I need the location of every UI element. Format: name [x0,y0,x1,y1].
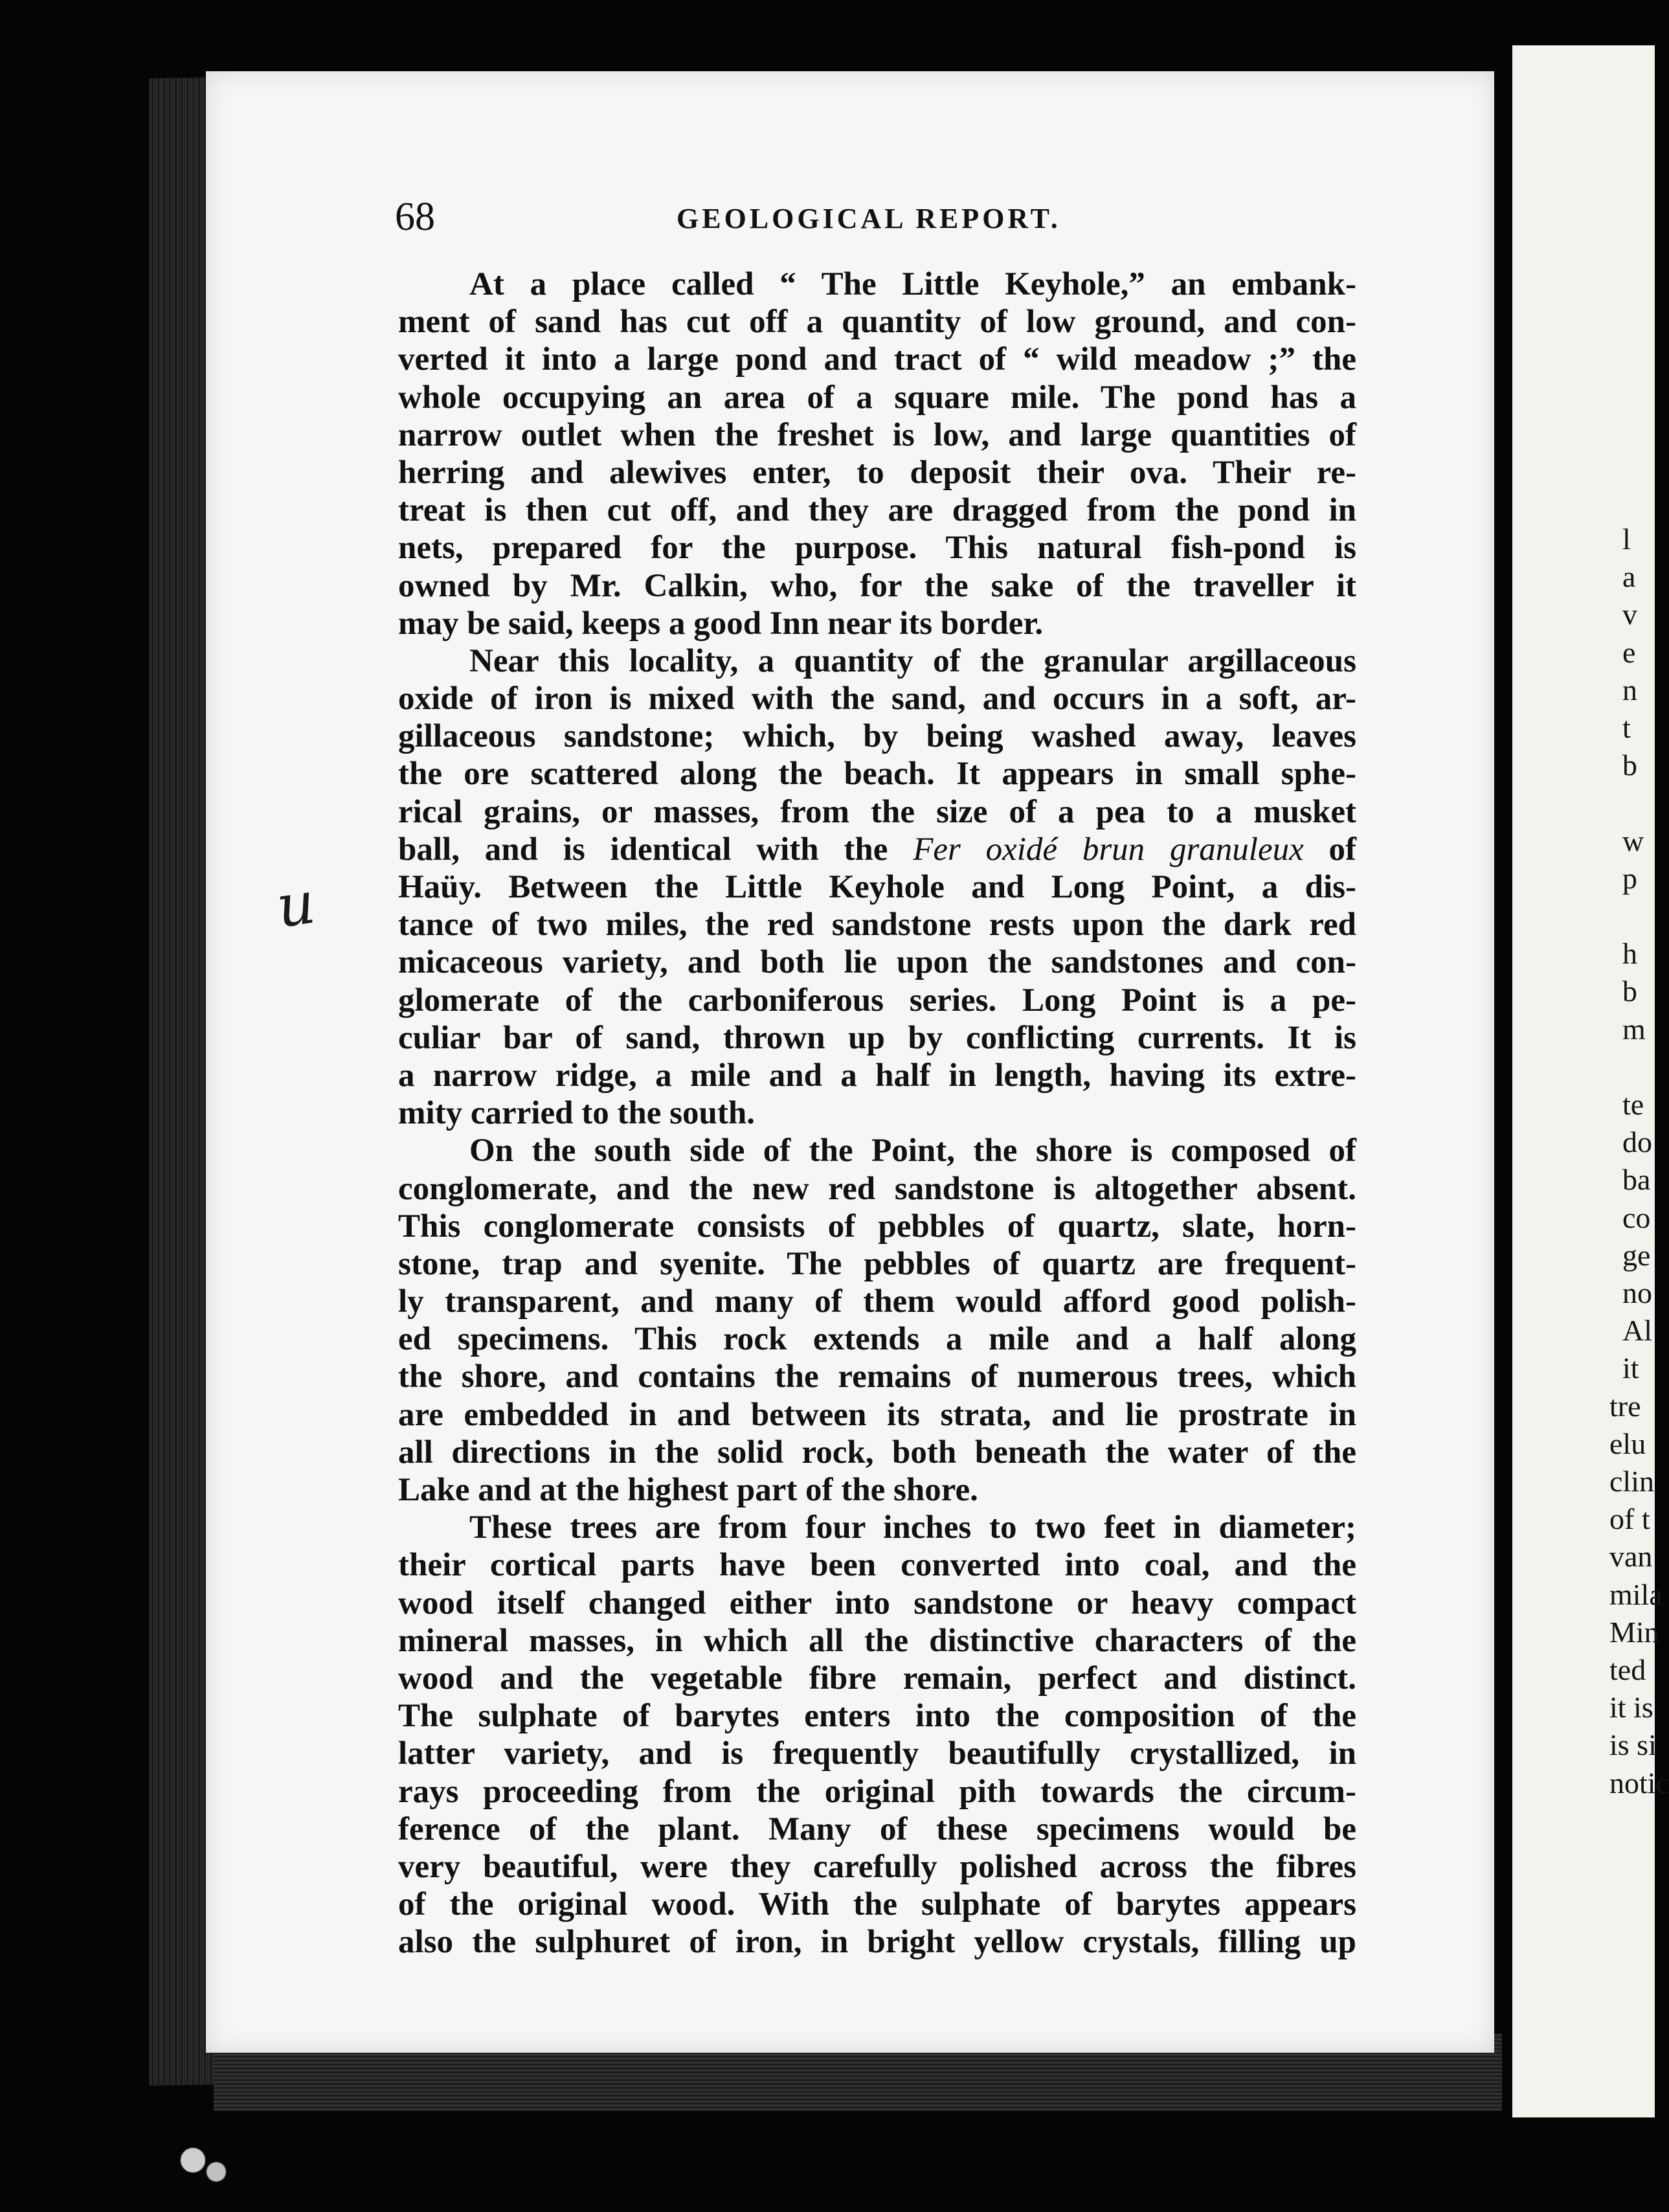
text-line: mity carried to the south. [398,1095,755,1132]
text-line: This conglomerate consists of pebbles of quartz, slate, horn- [398,1208,1356,1245]
text-line: verted it into a large pond and tract of “ wild meadow ;” the [398,341,1356,378]
text-line: Lake and at the highest part of the shore. [398,1472,978,1508]
text-line: Near this locality, a quantity of the granular argillaceous [469,642,1356,679]
text-line: These trees are from four inches to two feet in diameter; [469,1509,1356,1546]
text-run: ball, and is identical with the [398,831,888,868]
text-line: At a place called “ The Little Keyhole,” an embank- [469,266,1356,302]
text-line: treat is then cut off, and they are dragged from the pond in [398,492,1356,529]
facing-page-fragment: mila [1609,1577,1663,1611]
facing-page-fragment: b [1622,749,1637,782]
facing-page-fragment: ted [1609,1653,1646,1686]
text-line: ment of sand has cut off a quantity of low ground, and con- [398,304,1356,341]
facing-page-fragment: of t [1609,1502,1650,1536]
facing-page-fragment: e [1622,635,1636,669]
text-line: Haüy. Between the Little Keyhole and Long Point, a dis- [398,869,1356,905]
text-line: their cortical parts have been converted into coal, and the [398,1547,1356,1584]
text-line: all directions in the solid rock, both beneath the water of the [398,1434,1356,1471]
facing-page-fragment: co [1622,1201,1651,1234]
text-line: nets, prepared for the purpose. This natural fish-pond is [398,530,1356,567]
text-line: very beautiful, were they carefully polished across the fibres [398,1848,1356,1885]
text-line: are embedded in and between its strata, and lie prostrate in [398,1396,1356,1433]
text-line: ed specimens. This rock extends a mile and a half along [398,1321,1356,1358]
facing-page-fragment: te [1622,1088,1644,1121]
text-line: tance of two miles, the red sandstone rests upon the dark red [398,907,1356,943]
facing-page-fragment: b [1622,975,1637,1008]
text-line: glomerate of the carboniferous series. Long Point is a pe- [398,982,1356,1019]
page-number: 68 [395,195,435,239]
text-line: ference of the plant. Many of these specimens would be [398,1811,1356,1847]
italic-phrase: Fer oxidé brun granuleux [913,831,1304,868]
text-line: gillaceous sandstone; which, by being washed away, leaves [398,718,1356,755]
text-line: rical grains, or masses, from the size of a pea to a musket [398,793,1356,830]
text-line: The sulphate of barytes enters into the composition of the [398,1698,1356,1735]
page-header [395,194,1385,240]
text-line: of the original wood. With the sulphate of barytes appears [398,1886,1356,1923]
text-line: latter variety, and is frequently beautifully crystallized, in [398,1735,1356,1772]
facing-page-fragment: elu [1609,1427,1646,1460]
body-text [398,265,1356,2014]
facing-page-fragment: it [1622,1351,1639,1385]
facing-page-fragment: ge [1622,1238,1651,1272]
facing-page-fragment: Min [1609,1615,1659,1649]
text-line: mineral masses, in which all the distinctive characters of the [398,1622,1356,1659]
text-line: On the south side of the Point, the shore is composed of [469,1133,1356,1169]
text-line: the ore scattered along the beach. It appears in small sphe- [398,756,1356,793]
text-run: of [1303,831,1356,868]
facing-page-fragment: do [1622,1125,1652,1159]
text-line: wood itself changed either into sandstone or heavy compact [398,1585,1356,1621]
text-line: ly transparent, and many of them would afford good polish- [398,1283,1356,1320]
facing-page-fragment: l [1622,523,1631,556]
facing-page-fragment: h [1622,937,1637,971]
facing-page-fragment: v [1622,598,1637,631]
facing-page-fragment: t [1622,711,1631,744]
stamp-fragment [162,2137,240,2195]
facing-page-fragment: is si [1609,1728,1657,1762]
text-line: micaceous variety, and both lie upon the sandstones and con- [398,944,1356,981]
text-line: culiar bar of sand, thrown up by conflicting currents. It is [398,1019,1356,1056]
facing-page-fragment: m [1622,1012,1646,1046]
facing-page-fragment: w [1622,824,1644,857]
facing-page-fragment: p [1622,861,1637,895]
text-line: also the sulphuret of iron, in bright yellow crystals, filling up [398,1924,1356,1961]
facing-page-fragment: a [1622,560,1636,594]
running-head: GEOLOGICAL REPORT. [677,203,1061,234]
facing-page-fragment: no [1622,1276,1652,1309]
text-line: may be said, keeps a good Inn near its border. [398,605,1044,642]
facing-page-fragment: Al [1622,1314,1652,1348]
facing-page-fragment: n [1622,673,1637,706]
facing-page-fragment: tre [1609,1389,1641,1423]
facing-page-fragment: clin [1609,1465,1654,1498]
text-line: a narrow ridge, a mile and a half in length, having its extre- [398,1057,1356,1094]
text-line: whole occupying an area of a square mile. The pond has a [398,379,1356,416]
facing-page-fragment: van [1609,1540,1653,1574]
text-line: wood and the vegetable fibre remain, perfect and distinct. [398,1660,1356,1697]
facing-page [1512,45,1669,2117]
text-line-with-italic [398,831,1356,868]
text-line: stone, trap and syenite. The pebbles of quartz are frequent- [398,1245,1356,1282]
facing-page-fragment: ba [1622,1163,1651,1197]
facing-page-fragment: it is [1609,1691,1653,1724]
text-line: oxide of iron is mixed with the sand, and occurs in a soft, ar- [398,681,1356,717]
text-line: the shore, and contains the remains of numerous trees, which [398,1359,1356,1395]
margin-annotation: u [272,868,319,942]
facing-page-fragment: notic [1609,1766,1669,1800]
text-line: rays proceeding from the original pith towards the circum- [398,1773,1356,1810]
text-line: herring and alewives enter, to deposit their ova. Their re- [398,454,1356,491]
text-line: owned by Mr. Calkin, who, for the sake of the traveller it [398,567,1356,604]
text-line: narrow outlet when the freshet is low, and large quantities of [398,416,1356,453]
text-line: conglomerate, and the new red sandstone is altogether absent. [398,1170,1356,1207]
